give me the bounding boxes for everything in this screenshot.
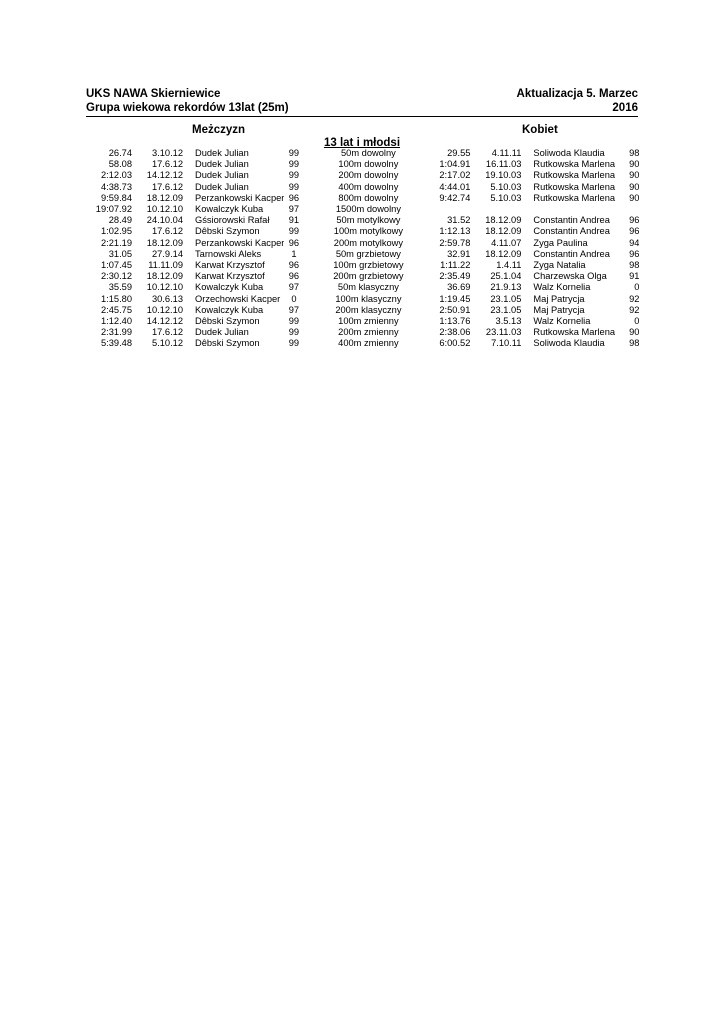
record-row <box>86 338 639 349</box>
men-birth-year: 96 <box>288 271 300 282</box>
women-time: 2:35.49 <box>439 271 471 282</box>
men-time: 31.05 <box>108 248 132 259</box>
men-time: 19:07.92 <box>95 204 132 215</box>
women-date: 4.11.11 <box>491 148 522 158</box>
men-swimmer: Karwat Krzysztof <box>195 260 265 271</box>
women-time: 6:00.52 <box>439 338 471 349</box>
club-name: UKS NAWA Skierniewice <box>86 88 221 100</box>
record-row <box>86 305 639 316</box>
record-row <box>86 282 639 293</box>
men-time: 2:12.03 <box>100 170 132 181</box>
men-birth-year: 99 <box>288 316 300 327</box>
men-birth-year: 99 <box>288 226 300 237</box>
women-birth-year: 98 <box>629 338 640 349</box>
women-swimmer: Maj Patrycja <box>533 304 585 315</box>
men-birth-year: 0 <box>291 293 297 304</box>
men-time: 1:12.40 <box>100 316 132 327</box>
men-time: 1:15.80 <box>100 293 132 304</box>
women-time <box>433 204 470 215</box>
event-name: 100m klasyczny <box>335 293 402 304</box>
header-divider <box>86 116 638 117</box>
men-birth-year: 99 <box>288 181 300 192</box>
women-birth-year <box>625 204 639 215</box>
men-swimmer: Dêbski Szymon <box>195 338 260 349</box>
women-time: 31.52 <box>447 215 471 226</box>
women-time: 2:59.78 <box>439 237 471 248</box>
event-name: 800m dowolny <box>338 192 399 203</box>
women-date: 18.12.09 <box>485 248 522 259</box>
women-time: 32.91 <box>447 248 471 259</box>
men-date: 10.12.10 <box>146 304 183 315</box>
women-date: 1.4.11 <box>496 260 522 271</box>
men-birth-year: 99 <box>288 170 300 181</box>
men-date: 17.6.12 <box>151 159 183 170</box>
women-birth-year: 98 <box>629 148 640 158</box>
women-swimmer: Rutkowska Marlena <box>533 170 616 181</box>
record-row <box>86 193 639 204</box>
event-name: 50m klasyczny <box>337 282 399 293</box>
men-swimmer: Kowalczyk Kuba <box>195 304 264 315</box>
women-birth-year: 91 <box>629 271 640 282</box>
men-birth-year: 97 <box>288 304 300 315</box>
women-time: 36.69 <box>447 282 471 293</box>
men-birth-year: 96 <box>288 237 300 248</box>
women-birth-year: 90 <box>629 181 640 192</box>
women-swimmer: Zyga Natalia <box>533 260 586 271</box>
record-row <box>86 159 639 170</box>
men-birth-year: 91 <box>288 215 300 226</box>
men-date: 18.12.09 <box>146 271 183 282</box>
men-time: 2:31.99 <box>100 327 132 338</box>
record-row <box>86 327 639 338</box>
women-birth-year: 90 <box>629 327 640 338</box>
men-birth-year: 97 <box>288 204 300 215</box>
men-date: 27.9.14 <box>151 248 183 259</box>
men-date: 17.6.12 <box>151 181 183 192</box>
women-swimmer: Constantin Andrea <box>533 248 610 259</box>
women-swimmer: Walz Kornelia <box>533 282 591 293</box>
women-date: 23.11.03 <box>485 327 522 338</box>
men-swimmer: Dêbski Szymon <box>195 316 260 327</box>
women-birth-year: 90 <box>629 159 640 170</box>
record-row <box>86 260 639 271</box>
women-swimmer: Soliwoda Klaudia <box>533 148 605 158</box>
men-birth-year: 99 <box>288 338 300 349</box>
men-time: 26.74 <box>108 148 132 158</box>
men-swimmer: Kowalczyk Kuba <box>195 204 264 215</box>
women-date: 18.12.09 <box>485 226 522 237</box>
men-date: 18.12.09 <box>146 237 183 248</box>
men-date: 30.6.13 <box>151 293 183 304</box>
men-swimmer: Dudek Julian <box>195 159 249 170</box>
women-birth-year: 98 <box>629 260 640 271</box>
women-column-title: Kobiet <box>522 124 558 136</box>
women-date: 5.10.03 <box>490 192 522 203</box>
women-birth-year: 96 <box>629 215 640 226</box>
event-name: 1500m dowolny <box>335 204 401 215</box>
women-swimmer: Rutkowska Marlena <box>533 192 616 203</box>
women-birth-year: 92 <box>629 304 640 315</box>
men-date: 18.12.09 <box>146 192 183 203</box>
men-date: 14.12.12 <box>146 316 183 327</box>
women-birth-year: 90 <box>629 170 640 181</box>
men-birth-year: 99 <box>288 159 300 170</box>
women-birth-year: 96 <box>629 226 640 237</box>
women-swimmer: Maj Patrycja <box>533 293 585 304</box>
women-date: 23.1.05 <box>490 304 522 315</box>
women-time: 29.55 <box>447 148 471 158</box>
women-time: 9:42.74 <box>439 192 471 203</box>
record-row <box>86 271 639 282</box>
men-swimmer: Kowalczyk Kuba <box>195 282 264 293</box>
men-time: 1:02.95 <box>100 226 132 237</box>
women-time: 2:38.06 <box>439 327 471 338</box>
event-name: 50m motylkowy <box>336 215 401 226</box>
women-date: 5.10.03 <box>490 181 522 192</box>
men-swimmer: Dudek Julian <box>195 327 249 338</box>
update-year: 2016 <box>612 102 638 114</box>
records-table <box>86 148 639 350</box>
men-birth-year: 99 <box>288 327 300 338</box>
men-date: 17.6.12 <box>151 226 183 237</box>
event-name: 50m dowolny <box>341 148 396 158</box>
event-name: 50m grzbietowy <box>335 248 401 259</box>
men-time: 5:39.48 <box>100 338 132 349</box>
women-swimmer: Walz Kornelia <box>533 316 591 327</box>
men-birth-year: 1 <box>291 248 297 259</box>
men-birth-year: 96 <box>288 192 300 203</box>
women-time: 1:13.76 <box>439 316 471 327</box>
men-time: 2:45.75 <box>100 304 132 315</box>
record-row <box>86 148 639 159</box>
women-date: 25.1.04 <box>490 271 522 282</box>
men-time: 2:21.19 <box>100 237 132 248</box>
men-swimmer: Perzankowski Kacper <box>195 237 285 248</box>
women-swimmer: Charzewska Olga <box>533 271 607 282</box>
women-date: 21.9.13 <box>490 282 522 293</box>
record-row <box>86 215 639 226</box>
women-swimmer <box>521 204 625 215</box>
men-time: 35.59 <box>108 282 132 293</box>
women-time: 2:17.02 <box>439 170 471 181</box>
men-swimmer: Gśsiorowski Rafał <box>195 215 270 226</box>
women-birth-year: 0 <box>634 282 640 293</box>
women-birth-year: 92 <box>629 293 640 304</box>
men-birth-year: 97 <box>288 282 300 293</box>
women-time: 1:11.22 <box>440 260 471 271</box>
record-row <box>86 182 639 193</box>
men-swimmer: Dêbski Szymon <box>195 226 260 237</box>
women-swimmer: Zyga Paulina <box>533 237 588 248</box>
men-time: 28.49 <box>108 215 132 226</box>
men-date: 3.10.12 <box>151 148 183 158</box>
record-row <box>86 170 639 181</box>
men-swimmer: Karwat Krzysztof <box>195 271 265 282</box>
record-row <box>86 204 639 215</box>
men-swimmer: Perzankowski Kacper <box>195 192 285 203</box>
record-row <box>86 294 639 305</box>
women-swimmer: Rutkowska Marlena <box>533 181 616 192</box>
event-name: 200m klasyczny <box>335 304 402 315</box>
event-name: 100m dowolny <box>338 159 399 170</box>
women-date: 18.12.09 <box>485 215 522 226</box>
men-time: 58.08 <box>108 159 132 170</box>
men-column-title: Meżczyzn <box>192 124 246 136</box>
men-date: 11.11.09 <box>148 260 183 271</box>
women-date: 23.1.05 <box>490 293 522 304</box>
event-name: 100m motylkowy <box>333 226 404 237</box>
event-name: 200m dowolny <box>338 170 399 181</box>
women-swimmer: Constantin Andrea <box>533 226 610 237</box>
women-date: 3.5.13 <box>495 316 522 327</box>
men-date: 17.6.12 <box>151 327 183 338</box>
women-swimmer: Rutkowska Marlena <box>533 327 616 338</box>
men-swimmer: Tarnowski Aleks <box>195 248 262 259</box>
men-birth-year: 99 <box>288 148 300 158</box>
women-time: 1:04.91 <box>439 159 471 170</box>
women-swimmer: Rutkowska Marlena <box>533 159 616 170</box>
women-birth-year: 90 <box>629 192 640 203</box>
event-name: 400m dowolny <box>338 181 399 192</box>
event-name: 200m zmienny <box>338 327 399 338</box>
category-label: 13 lat i młodsi <box>323 137 401 149</box>
men-swimmer: Dudek Julian <box>195 148 249 158</box>
age-group-title: Grupa wiekowa rekordów 13lat (25m) <box>86 102 289 114</box>
record-row <box>86 316 639 327</box>
women-date: 16.11.03 <box>485 159 522 170</box>
women-date: 19.10.03 <box>485 170 522 181</box>
record-row <box>86 238 639 249</box>
women-birth-year: 96 <box>629 248 640 259</box>
men-time: 2:30.12 <box>100 271 132 282</box>
men-time: 4:38.73 <box>100 181 132 192</box>
men-date: 14.12.12 <box>146 170 183 181</box>
men-date: 5.10.12 <box>151 338 183 349</box>
women-swimmer: Constantin Andrea <box>533 215 610 226</box>
women-date <box>470 204 521 215</box>
women-time: 1:12.13 <box>439 226 471 237</box>
women-swimmer: Soliwoda Klaudia <box>533 338 605 349</box>
women-time: 1:19.45 <box>439 293 471 304</box>
women-time: 4:44.01 <box>439 181 471 192</box>
men-time: 9:59.84 <box>100 192 132 203</box>
record-row <box>86 226 639 237</box>
women-birth-year: 94 <box>629 237 640 248</box>
men-swimmer: Dudek Julian <box>195 181 249 192</box>
event-name: 100m zmienny <box>338 316 399 327</box>
women-date: 4.11.07 <box>491 237 522 248</box>
record-row <box>86 249 639 260</box>
event-name: 200m grzbietowy <box>333 271 404 282</box>
event-name: 400m zmienny <box>338 338 399 349</box>
men-date: 10.12.10 <box>146 282 183 293</box>
update-date: Aktualizacja 5. Marzec <box>516 88 638 100</box>
women-time: 2:50.91 <box>439 304 471 315</box>
women-date: 7.10.11 <box>491 338 522 349</box>
men-swimmer: Dudek Julian <box>195 170 249 181</box>
women-birth-year: 0 <box>634 316 640 327</box>
men-time: 1:07.45 <box>100 260 132 271</box>
event-name: 200m motylkowy <box>333 237 404 248</box>
men-date: 24.10.04 <box>146 215 183 226</box>
men-swimmer: Orzechowski Kacper <box>195 293 281 304</box>
men-date: 10.12.10 <box>146 204 183 215</box>
event-name: 100m grzbietowy <box>333 260 404 271</box>
men-birth-year: 96 <box>288 260 300 271</box>
